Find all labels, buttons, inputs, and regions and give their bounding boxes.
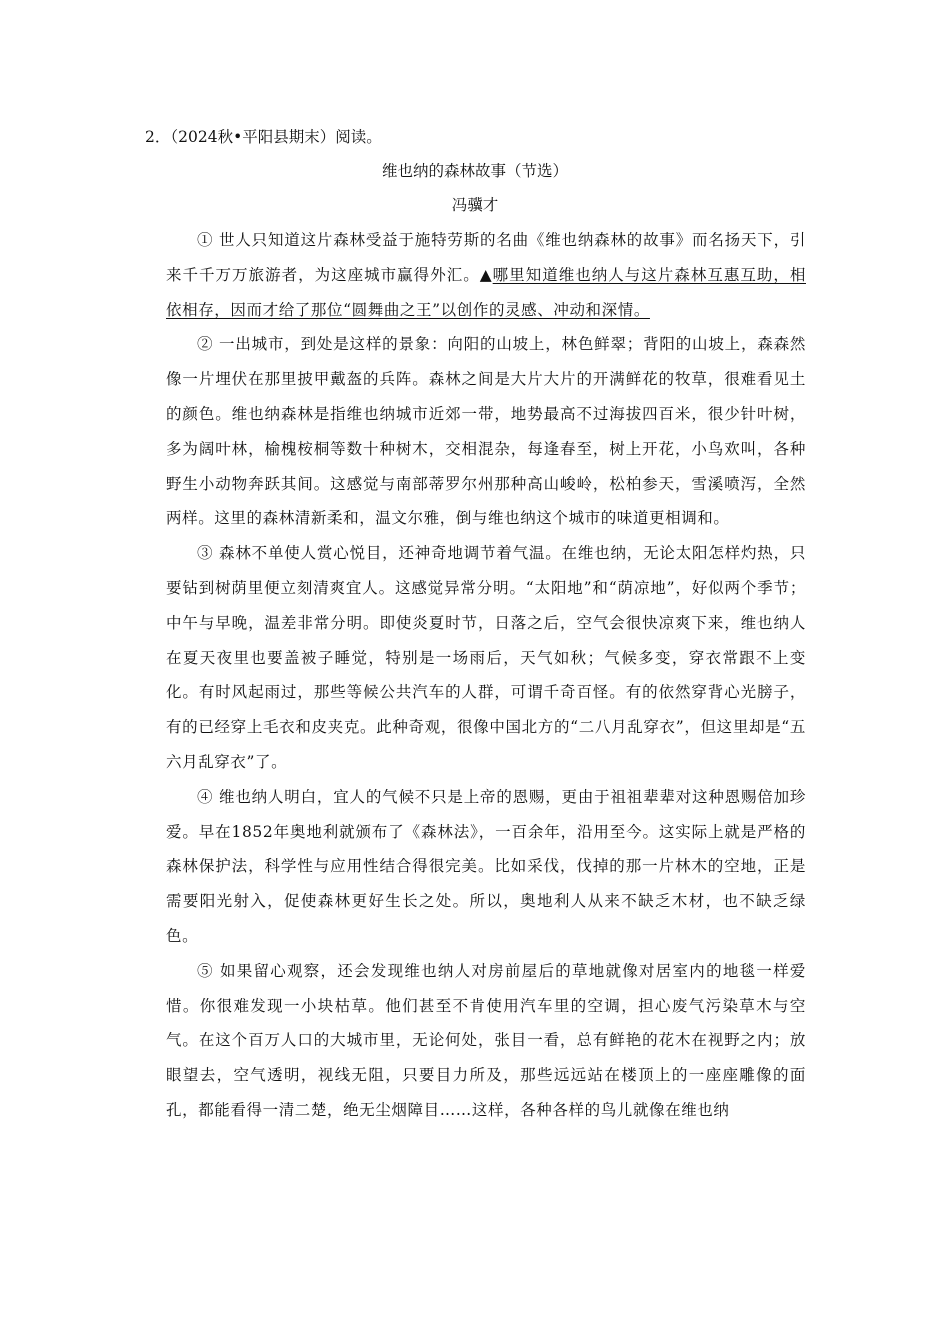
paragraph-4: ④ 维也纳人明白，宜人的气候不只是上帝的恩赐，更由于祖祖辈辈对这种恩赐倍加珍爱。早在1852年奥地利就颁布了《森林法》，一百余年，沿用至今。这实际上就是严格的森林保护法，科学性与应用性结合得很完美。比如采伐，伐掉的那一片林木的空地，正是需要阳光射入，促使森林更好生长之处。所以，奥地利人从来不缺乏木材，也不缺乏绿色。 [166,787,806,945]
triangle-marker-icon: ▲ [479,265,493,284]
question-header [145,124,805,150]
paragraph-1-text: ① 世人只知道这片森林受益于施特劳斯的名曲《维也纳森林的故事》而名扬天下，引来千千万万旅游者，为这座城市赢得外汇。 [166,231,806,284]
article-body [166,223,806,1128]
paragraph-5: ⑤ 如果留心观察，还会发现维也纳人对房前屋后的草地就像对居室内的地毯一样爱惜。你很难发现一小块枯草。他们甚至不肯使用汽车里的空调，担心废气污染草木与空气。在这个百万人口的大城市里，无论何处，张目一看，总有鲜艳的花木在视野之内；放眼望去，空气透明，视线无阻，只要目力所及，那些远远站在楼顶上的一座座雕像的面孔，都能看得一清二楚，绝无尘烟障目……这样，各种各样的鸟儿就像在维也纳 [166,961,806,1119]
article-author: 冯骥才 [451,196,499,214]
underlined-sentence: 哪里知道维也纳人与这片森林互惠互助，相依相存，因而才给了那位“圆舞曲之王”以创作的灵感、冲动和深情。 [166,265,806,319]
paragraph-1 [166,223,806,327]
question-number: 2． [145,128,171,146]
article-title: 维也纳的森林故事（节选） [381,162,568,180]
paragraph-3: ③ 森林不单使人赏心悦目，还神奇地调节着气温。在维也纳，无论太阳怎样灼热，只要钻到树荫里便立刻清爽宜人。这感觉异常分明。“太阳地”和“荫凉地”，好似两个季节；中午与早晚，温差非常分明。即使炎夏时节，日落之后，空气会很快凉爽下来，维也纳人在夏天夜里也要盖被子睡觉，特别是一场雨后，天气如秋；气候多变，穿衣常跟不上变化。有时风起雨过，那些等候公共汽车的人群，可谓千奇百怪。有的依然穿背心光膀子，有的已经穿上毛衣和皮夹克。此种奇观，很像中国北方的“二八月乱穿衣”，但这里却是“五六月乱穿衣”了。 [166,544,806,771]
question-source: （2024秋•平阳县期末）阅读。 [170,128,382,146]
paragraph-2: ② 一出城市，到处是这样的景象：向阳的山坡上，林色鲜翠；背阳的山坡上，森森然像一片埋伏在那里披甲戴盔的兵阵。森林之间是大片大片的开满鲜花的牧草，很难看见土的颜色。维也纳森林是指维也纳城市近郊一带，地势最高不过海拔四百米，很少针叶树，多为阔叶林，榆槐桉桐等数十种树木，交相混杂，每逢春至，树上开花，小鸟欢叫，各种野生小动物奔跃其间。这感觉与南部蒂罗尔州那种高山峻岭，松柏参天，雪溪喷泻，全然两样。这里的森林清新柔和，温文尔雅，倒与维也纳这个城市的味道更相调和。 [166,335,806,528]
